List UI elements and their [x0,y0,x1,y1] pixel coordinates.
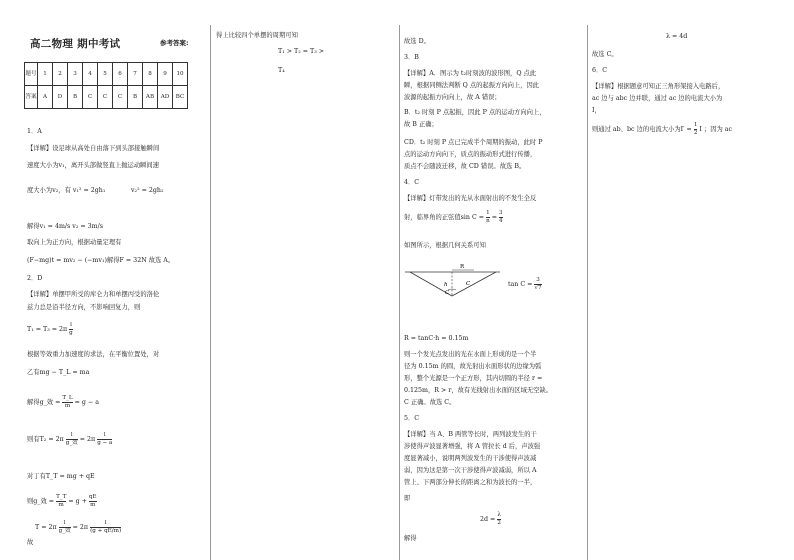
formula-text: 射，临界角的正弦值sin C = [404,214,485,221]
table-cell: AB [143,86,158,109]
q1-line: 速度大小为v₁，离开头部做竖直上抛运动瞬间速 [27,162,160,169]
q3-line: B．t₂ 时刻 P 点起振，因此 P 点的运动方向向上， [404,109,546,116]
q4-line: C 正确。故选 C。 [404,399,456,406]
table-cell: B [128,86,143,109]
light-refraction-figure [404,262,502,304]
denominator: √7 [534,285,542,291]
denominator: 2 [497,520,501,526]
formula-text: = g − a [74,399,99,406]
denominator: m [64,403,71,409]
table-cell: 4 [83,63,98,86]
numerator: 3 [536,277,540,283]
figure-label-c-right: C [466,281,471,287]
table-cell: BC [173,86,188,109]
q6-line: 【详解】根据题意可知正三角形架接入电路后， [592,83,725,90]
q3-line: 【详解】A．图示为 t₂时刻波的波形图，Q 点此 [404,70,537,77]
formula-text: T = 2π [35,524,57,531]
table-header-cell: 题号 [25,63,38,86]
table-cell: 2 [53,63,68,86]
column-3 [404,0,586,560]
formula-text: = [491,214,497,221]
col2-formula: T₁ > T₂ = T₃ > [278,48,325,55]
q5-formula [480,512,501,527]
numerator: 3 [499,210,503,216]
table-cell: A [38,86,53,109]
q4-line: 0.125m，R > r，故有光线射出水面的区域无空缺。 [404,387,553,394]
q1-line: 解得v₁ = 4m/s v₂ = 3m/s [27,223,103,230]
q4-heading: 4．C [404,179,420,186]
table-cell: 5 [98,63,113,86]
q5-line: 涉使得声波显著增强，将 A 管拉长 d 后，声波强 [404,443,541,450]
table-cell: B [68,86,83,109]
formula-text: T₁ = T₃ = 2π [27,326,68,333]
numerator: l [90,520,121,528]
q4-line: 如图所示，根据几何关系可知 [404,242,486,249]
col4-line: 故选 C。 [592,51,618,58]
formula-text: 解得g_效 = [27,399,61,406]
numerator: l [70,322,72,328]
q4-line: R = tanC·h = 0.15m [404,335,469,342]
q4-formula [508,277,542,292]
q5-line: 即 [404,495,411,502]
table-cell: 3 [68,63,83,86]
q4-line: 径为 0.15m 的圆，故光射出水面形状的边缘为弧 [404,363,542,370]
q3-line: 波源的起振方向向上，故 A 错误； [404,94,501,101]
col4-formula: λ = 4d [666,33,688,40]
table-cell: D [53,86,68,109]
col2-formula: T₄ [278,67,285,74]
q4-line: 则一个发光点发出的光在水面上形成的是一个半 [404,351,537,358]
q3-heading: 3．B [404,54,419,61]
fraction [66,432,78,447]
numerator: λ [497,512,501,518]
q5-line: 弱，因为这是第一次干涉使得声波减弱，所以 A [404,467,537,474]
table-header-cell: 答案 [25,86,38,109]
fraction [90,520,121,535]
q2-formula [27,432,112,447]
denominator: (g + qE/m) [90,528,122,534]
table-cell: C [98,86,113,109]
table-cell: 8 [143,63,158,86]
fraction [497,512,501,527]
table-cell: 7 [128,63,143,86]
numerator: 1 [693,122,698,128]
q2-line: 根据等效重力加速度的求法，在平衡位置处，对 [27,351,160,358]
denominator: m [90,502,96,508]
column-divider [587,25,588,560]
q3-line: 点的运动方向向下，质点的振动形式进行传播， [404,151,537,158]
answer-table [24,62,188,109]
q2-line: 故 [27,539,34,546]
q4-line: 形，整个光源是一个正方形，其内切圆的半径 r = [404,375,543,382]
numerator: T_L [62,395,73,401]
q5-line: 度显著减小，说明两列波发生的干涉使得声波减 [404,455,537,462]
column-2 [216,0,396,560]
q3-line: 质点不会随波迁移，故 CD 错误。故选 B。 [404,163,526,170]
q1-line: v₂² = 2gh₂ [131,187,164,194]
q2-line: 兹力总是沿半径方向，不影响回复力，则 [27,304,141,311]
denominator: m [58,502,64,508]
q2-heading: 2．D [27,275,43,282]
q5-line: 【详解】当 A、B 两管等长时，两列波发生的干 [404,431,537,438]
q2-formula [27,494,97,509]
q3-line: CD．t₂ 时刻 P 点已完成半个周期的振动，此时 P [404,139,543,146]
answer-key-label: 参考答案: [160,39,189,47]
fraction [499,210,503,225]
formula-text: 则有T₂ = 2π [27,436,64,443]
numerator: l [59,520,71,528]
numerator: l [97,432,112,440]
formula-text: 则g_效 = [27,498,55,505]
q1-line: 取向上为正方向，根据动量定理有 [27,239,122,246]
q6-line: ac 边与 abc 边并联，通过 ac 边的电流大小为 [592,95,723,102]
fraction [62,395,72,410]
figure-label-h: h [444,282,448,288]
page-title: 高二物理 期中考试 [30,38,121,50]
fraction [89,494,97,509]
fraction [97,432,112,447]
formula-text: = 2π [72,524,89,531]
formula-text: 则通过 ab、bc 边的电流大小为I′ = [592,126,692,133]
table-cell: C [83,86,98,109]
q6-line: I， [592,107,601,114]
q3-line: 故 B 正确； [404,121,438,128]
q2-formula [35,520,121,535]
q2-line: 乙有mg − T_L = ma [27,369,90,376]
table-cell: 6 [113,63,128,86]
q4-line: 【详解】灯带发出的光从水面射出的不发生全反 [404,195,537,202]
formula-text: tan C = [508,281,533,288]
column-divider [210,25,211,560]
q1-heading: 1．A [27,128,42,135]
column-4 [592,0,792,560]
numerator: 1 [486,210,490,216]
q2-formula [27,322,73,337]
denominator: g_效 [58,528,71,534]
light-ray-right [452,272,496,296]
fraction [56,494,66,509]
table-cell: C [113,86,128,109]
denominator: g_效 [65,440,78,446]
col3-line: 故选 D。 [404,38,430,45]
numerator: l [66,432,78,440]
fraction [59,520,71,535]
fraction [694,122,698,137]
q6-heading: 6．C [592,67,608,74]
table-cell: AD [158,86,173,109]
col2-line: 得上比较四个单摆的周期可知 [216,32,298,39]
formula-text: = g + [68,498,87,505]
q2-line: 【详解】单摆甲所受的库仑力和单摆丙受的洛伦 [27,291,160,298]
q1-line: 【详解】设足球从高处自由落下到头部接触瞬间 [27,145,160,152]
q5-line: 管上、下两部分伸长的距离之和为波长的一半， [404,479,537,486]
table-row [25,86,188,109]
table-cell: 9 [158,63,173,86]
denominator: n [486,218,490,224]
q2-formula [27,395,99,410]
denominator: 2 [693,130,698,136]
column-divider [399,25,400,560]
fraction [69,322,73,337]
fraction [534,277,541,292]
q5-heading: 5．C [404,415,420,422]
table-cell: 1 [38,63,53,86]
q6-formula [592,122,732,137]
q3-line: 瞬，根据同侧法判断 Q 点的起振方向向上，因此 [404,82,540,89]
formula-text: I ；因为 ac [699,126,733,133]
figure-label-c-left: C [445,290,450,296]
table-cell: 10 [173,63,188,86]
formula-text: = 2π [79,436,96,443]
q2-line: 对丁有T_T = mg + qE [27,473,95,480]
denominator: g [69,330,73,336]
numerator: qE [88,494,97,500]
table-row [25,63,188,86]
denominator: g − a [97,440,113,446]
figure-label-r: R [460,264,465,270]
q1-line: (F−mg)t = mv₂ − (−mv₁)解得F = 32N 故选 A。 [27,257,175,264]
q5-line: 解得 [404,535,417,542]
q4-formula [404,210,503,225]
denominator: 4 [499,218,503,224]
column-1 [27,0,207,560]
q1-line: 度大小为v₂，有 v₁² = 2gh₁ [27,187,106,194]
formula-text: 2d = [480,516,496,523]
fraction [486,210,490,225]
numerator: T_T [56,494,67,500]
